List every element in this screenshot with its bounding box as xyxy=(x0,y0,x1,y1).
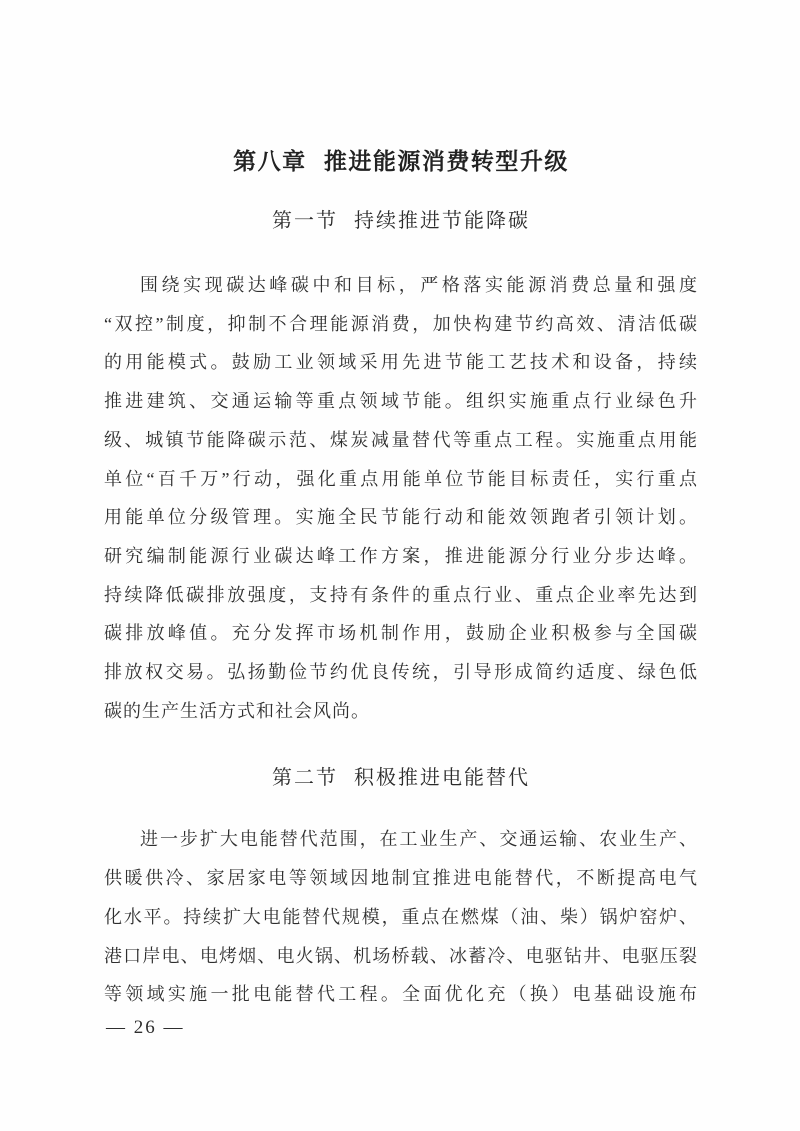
section-1-title: 持续推进节能降碳 xyxy=(354,210,530,232)
text-line: 进一步扩大电能替代范围，在工业生产、交通运输、农业生产、 xyxy=(140,829,698,850)
text-line: “双控”制度，抑制不合理能源消费，加快构建节约高效、清洁低碳 xyxy=(104,313,698,334)
text-line: 持续降低碳排放强度，支持有条件的重点行业、重点企业率先达到 xyxy=(104,584,698,605)
text-line: 排放权交易。弘扬勤俭节约优良传统，引导形成简约适度、绿色低 xyxy=(104,662,698,683)
text-line: 单位“百千万”行动，强化重点用能单位节能目标责任，实行重点 xyxy=(104,468,698,489)
page-number: — 26 — xyxy=(106,1016,185,1038)
chapter-number: 第八章 xyxy=(233,148,307,174)
section-1-paragraph xyxy=(104,266,698,730)
text-line: 用能单位分级管理。实施全民节能行动和能效领跑者引领计划。 xyxy=(104,507,698,528)
text-line: 推进建筑、交通运输等重点领域节能。组织实施重点行业绿色升 xyxy=(104,391,698,412)
text-line: 研究编制能源行业碳达峰工作方案，推进能源分行业分步达峰。 xyxy=(104,545,698,566)
chapter-heading xyxy=(104,0,698,175)
text-line: 等领域实施一批电能替代工程。全面优化充（换）电基础设施布 xyxy=(104,984,698,1005)
text-line: 围绕实现碳达峰碳中和目标，严格落实能源消费总量和强度 xyxy=(140,275,698,295)
text-line: 碳的生产生活方式和社会风尚。 xyxy=(104,700,370,721)
section-2-title: 积极推进电能替代 xyxy=(354,767,530,790)
section-heading-1 xyxy=(104,209,698,233)
section-2-paragraph xyxy=(104,820,698,1014)
chapter-title: 推进能源消费转型升级 xyxy=(323,148,569,174)
text-line: 港口岸电、电烤烟、电火锅、机场桥载、冰蓄冷、电驱钻井、电驱压裂 xyxy=(104,945,698,966)
section-2-number: 第二节 xyxy=(272,767,338,790)
section-heading-2 xyxy=(104,766,698,790)
text-line: 碳排放峰值。充分发挥市场机制作用，鼓励企业积极参与全国碳 xyxy=(104,623,698,644)
text-line: 级、城镇节能降碳示范、煤炭减量替代等重点工程。实施重点用能 xyxy=(104,429,698,450)
text-line: 的用能模式。鼓励工业领域采用先进节能工艺技术和设备，持续 xyxy=(104,352,698,373)
text-line: 化水平。持续扩大电能替代规模，重点在燃煤（油、柴）锅炉窑炉、 xyxy=(104,906,698,927)
text-line: 供暖供冷、家居家电等领域因地制宜推进电能替代，不断提高电气 xyxy=(104,868,698,889)
section-1-number: 第一节 xyxy=(272,210,338,232)
